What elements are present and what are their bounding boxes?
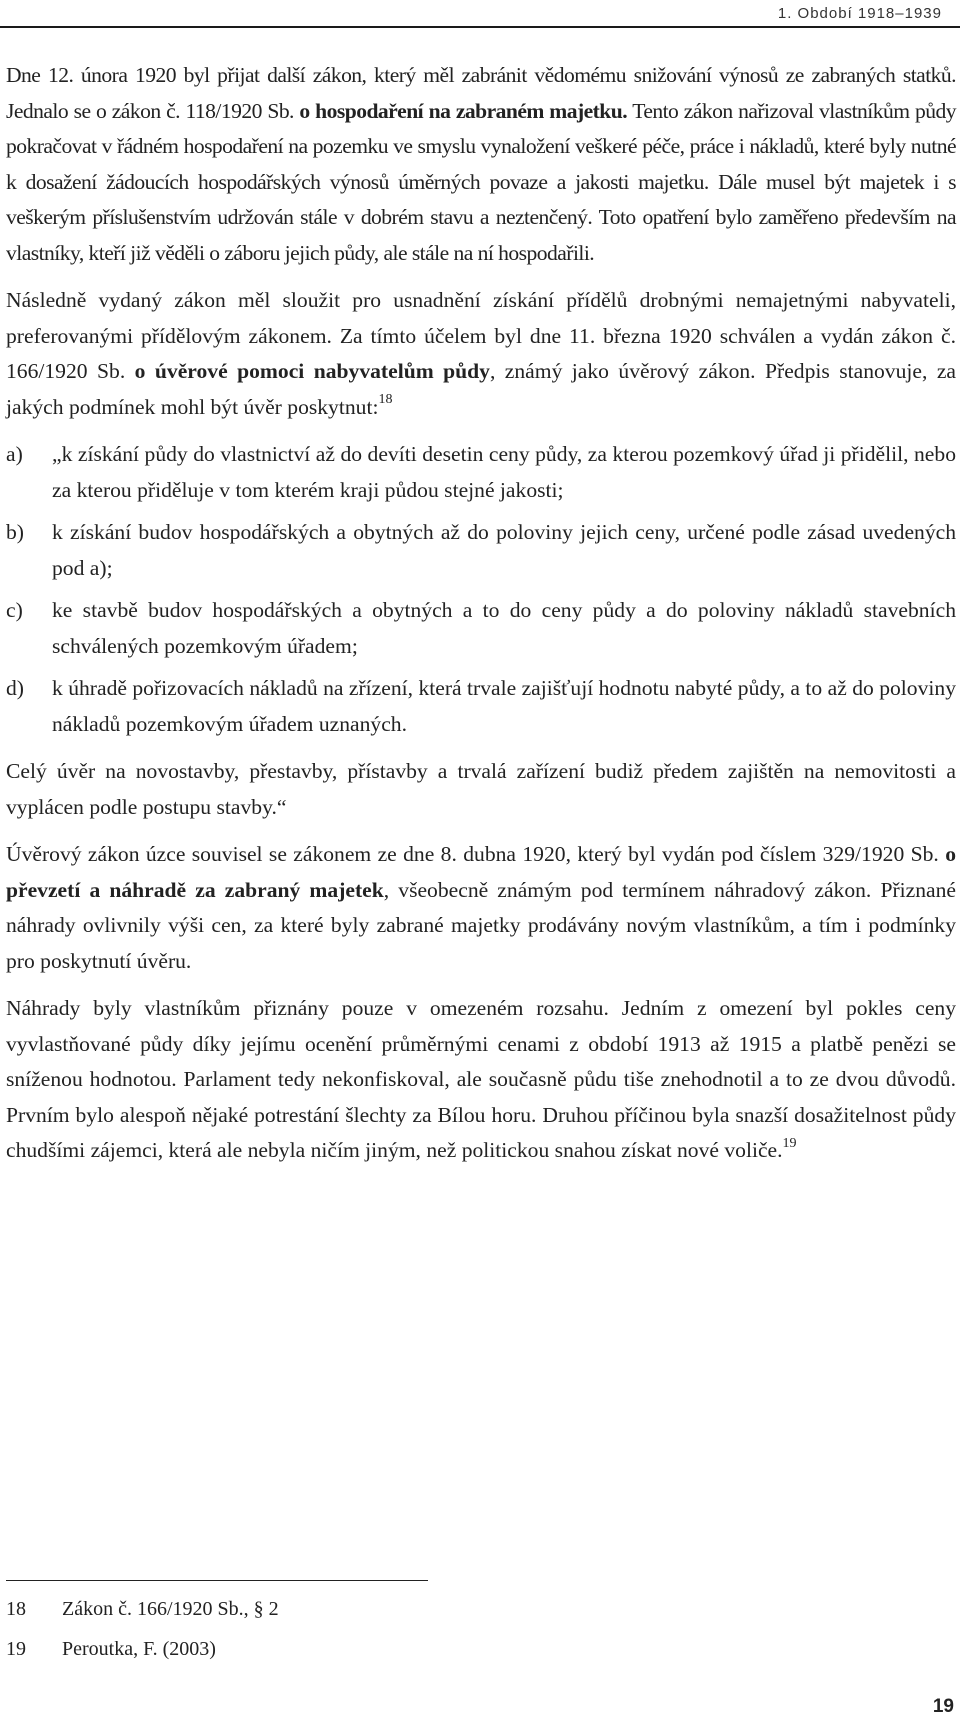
list-item <box>6 515 956 586</box>
list-item <box>6 593 956 664</box>
paragraph-4 <box>6 837 956 979</box>
paragraph-2-text-b: , známý jako úvěrový zákon. Předpis stanovuje, za jakých podmínek mohl být úvěr poskytnut: <box>6 359 956 419</box>
list-item-text: „k získání půdy do vlastnictví až do devíti desetin ceny půdy, za kterou pozemkový úřad ji přidělil, nebo za kterou přiděluje v tom kterém kraji půdou stejné jakosti; <box>52 442 956 502</box>
paragraph-2-text-a: Následně vydaný zákon měl sloužit pro usnadnění získání přídělů drobnými nemajetnými nabyvateli, preferovanými přídělovým zákonem. Za tímto účelem byl dne 11. března 1920 schválen a vydán zákon č. 166/1920 Sb. <box>6 288 956 383</box>
paragraph-1-text-a: Dne 12. února 1920 byl přijat další zákon, který měl zabránit vědomému snižování výnosů ze zabraných statků. Jednalo se o zákon č. 118/1920 Sb. <box>6 63 956 123</box>
paragraph-1-bold-law-title: o hospodaření na zabraném majetku. <box>299 98 628 123</box>
paragraph-4-text-a: Úvěrový zákon úzce souvisel se zákonem ze dne 8. dubna 1920, který byl vydán pod číslem 329/1920 Sb. <box>6 842 946 866</box>
paragraph-1 <box>6 58 956 271</box>
page-number: 19 <box>932 1696 954 1717</box>
paragraph-5 <box>6 991 956 1169</box>
header-rule <box>0 26 960 28</box>
paragraph-1-text-b: Tento zákon nařizoval vlastníkům půdy pokračovat v řádném hospodaření na pozemku ve smyslu vynaložení veškeré péče, práce i nákladů, které byly nutné k dosažení žádoucích hospodářských výnosů úměrných povaze a jakosti majetku. Dále musel být majetek i s veškerým příslušenstvím udržován stále v dobrém stavu a neztenčený. Toto opatření bylo zaměřeno především na vlastníky, kteří již věděli o záboru jejich půdy, ale stále na ní hospodařili. <box>6 98 956 265</box>
chapter-title: 1. Období 1918–1939 <box>777 4 942 22</box>
list-item-text: k získání budov hospodářských a obytných až do poloviny jejich ceny, určené podle zásad uvedených pod a); <box>52 520 956 580</box>
list-item-text: ke stavbě budov hospodářských a obytných a to do ceny půdy a do poloviny nákladů stavebních schválených pozemkovým úřadem; <box>52 598 956 658</box>
running-header <box>640 0 960 26</box>
list-marker: d) <box>6 676 24 700</box>
footnote-item <box>6 1629 606 1669</box>
paragraph-3: Celý úvěr na novostavby, přestavby, přístavby a trvalá zařízení budiž předem zajištěn na nemovitosti a vyplácen podle postupu stavby.“ <box>6 759 956 819</box>
footnote-separator <box>6 1580 428 1581</box>
footnote-text: Zákon č. 166/1920 Sb., § 2 <box>62 1598 279 1620</box>
list-item <box>6 437 956 508</box>
footnote-text: Peroutka, F. (2003) <box>62 1638 216 1660</box>
list-item-text: k úhradě pořizovacích nákladů na zřízení, která trvale zajišťují hodnotu nabyté půdy, a to až do poloviny nákladů pozemkovým úřadem uznaných. <box>52 676 956 736</box>
footnote-item <box>6 1589 606 1629</box>
footnote-ref-19[interactable]: 19 <box>782 1135 797 1151</box>
list-marker: c) <box>6 598 23 622</box>
footnote-ref-18[interactable]: 18 <box>378 392 393 408</box>
footnotes <box>6 1589 606 1669</box>
conditions-list <box>6 437 956 742</box>
list-marker: a) <box>6 442 23 466</box>
footnote-number: 19 <box>6 1638 26 1660</box>
paragraph-5-text: Náhrady byly vlastníkům přiznány pouze v omezeném rozsahu. Jedním z omezení byl pokles ceny vyvlastňované půdy díky jejímu ocenění průměrnými cenami z období 1913 až 1915 a platbě penězi se sníženou hodnotou. Parlament tedy nekonfiskoval, ale současně půdu tiše znehodnotil a to ze dvou důvodů. Prvním bylo alespoň nějaké potrestání šlechty za Bílou horu. Druhou příčinou byla snazší dosažitelnost půdy chudšími zájemci, která ale nebyla ničím jiným, než politickou snahou získat nové voliče. <box>6 996 956 1162</box>
main-text <box>6 58 956 1181</box>
list-item <box>6 671 956 742</box>
list-marker: b) <box>6 520 24 544</box>
paragraph-4-text-b: , všeobecně známým pod termínem náhradový zákon. Přiznané náhrady ovlivnily výši cen, za které byly zabrané majetky prodávány novým vlastníkům, a tím i podmínky pro poskytnutí úvěru. <box>6 877 956 973</box>
paragraph-4-bold-law-title: o převzetí a náhradě za zabraný majetek <box>6 842 956 902</box>
paragraph-2 <box>6 283 956 425</box>
paragraph-2-bold-law-title: o úvěrové pomoci nabyvatelům půdy <box>134 359 490 383</box>
footnote-number: 18 <box>6 1598 26 1620</box>
